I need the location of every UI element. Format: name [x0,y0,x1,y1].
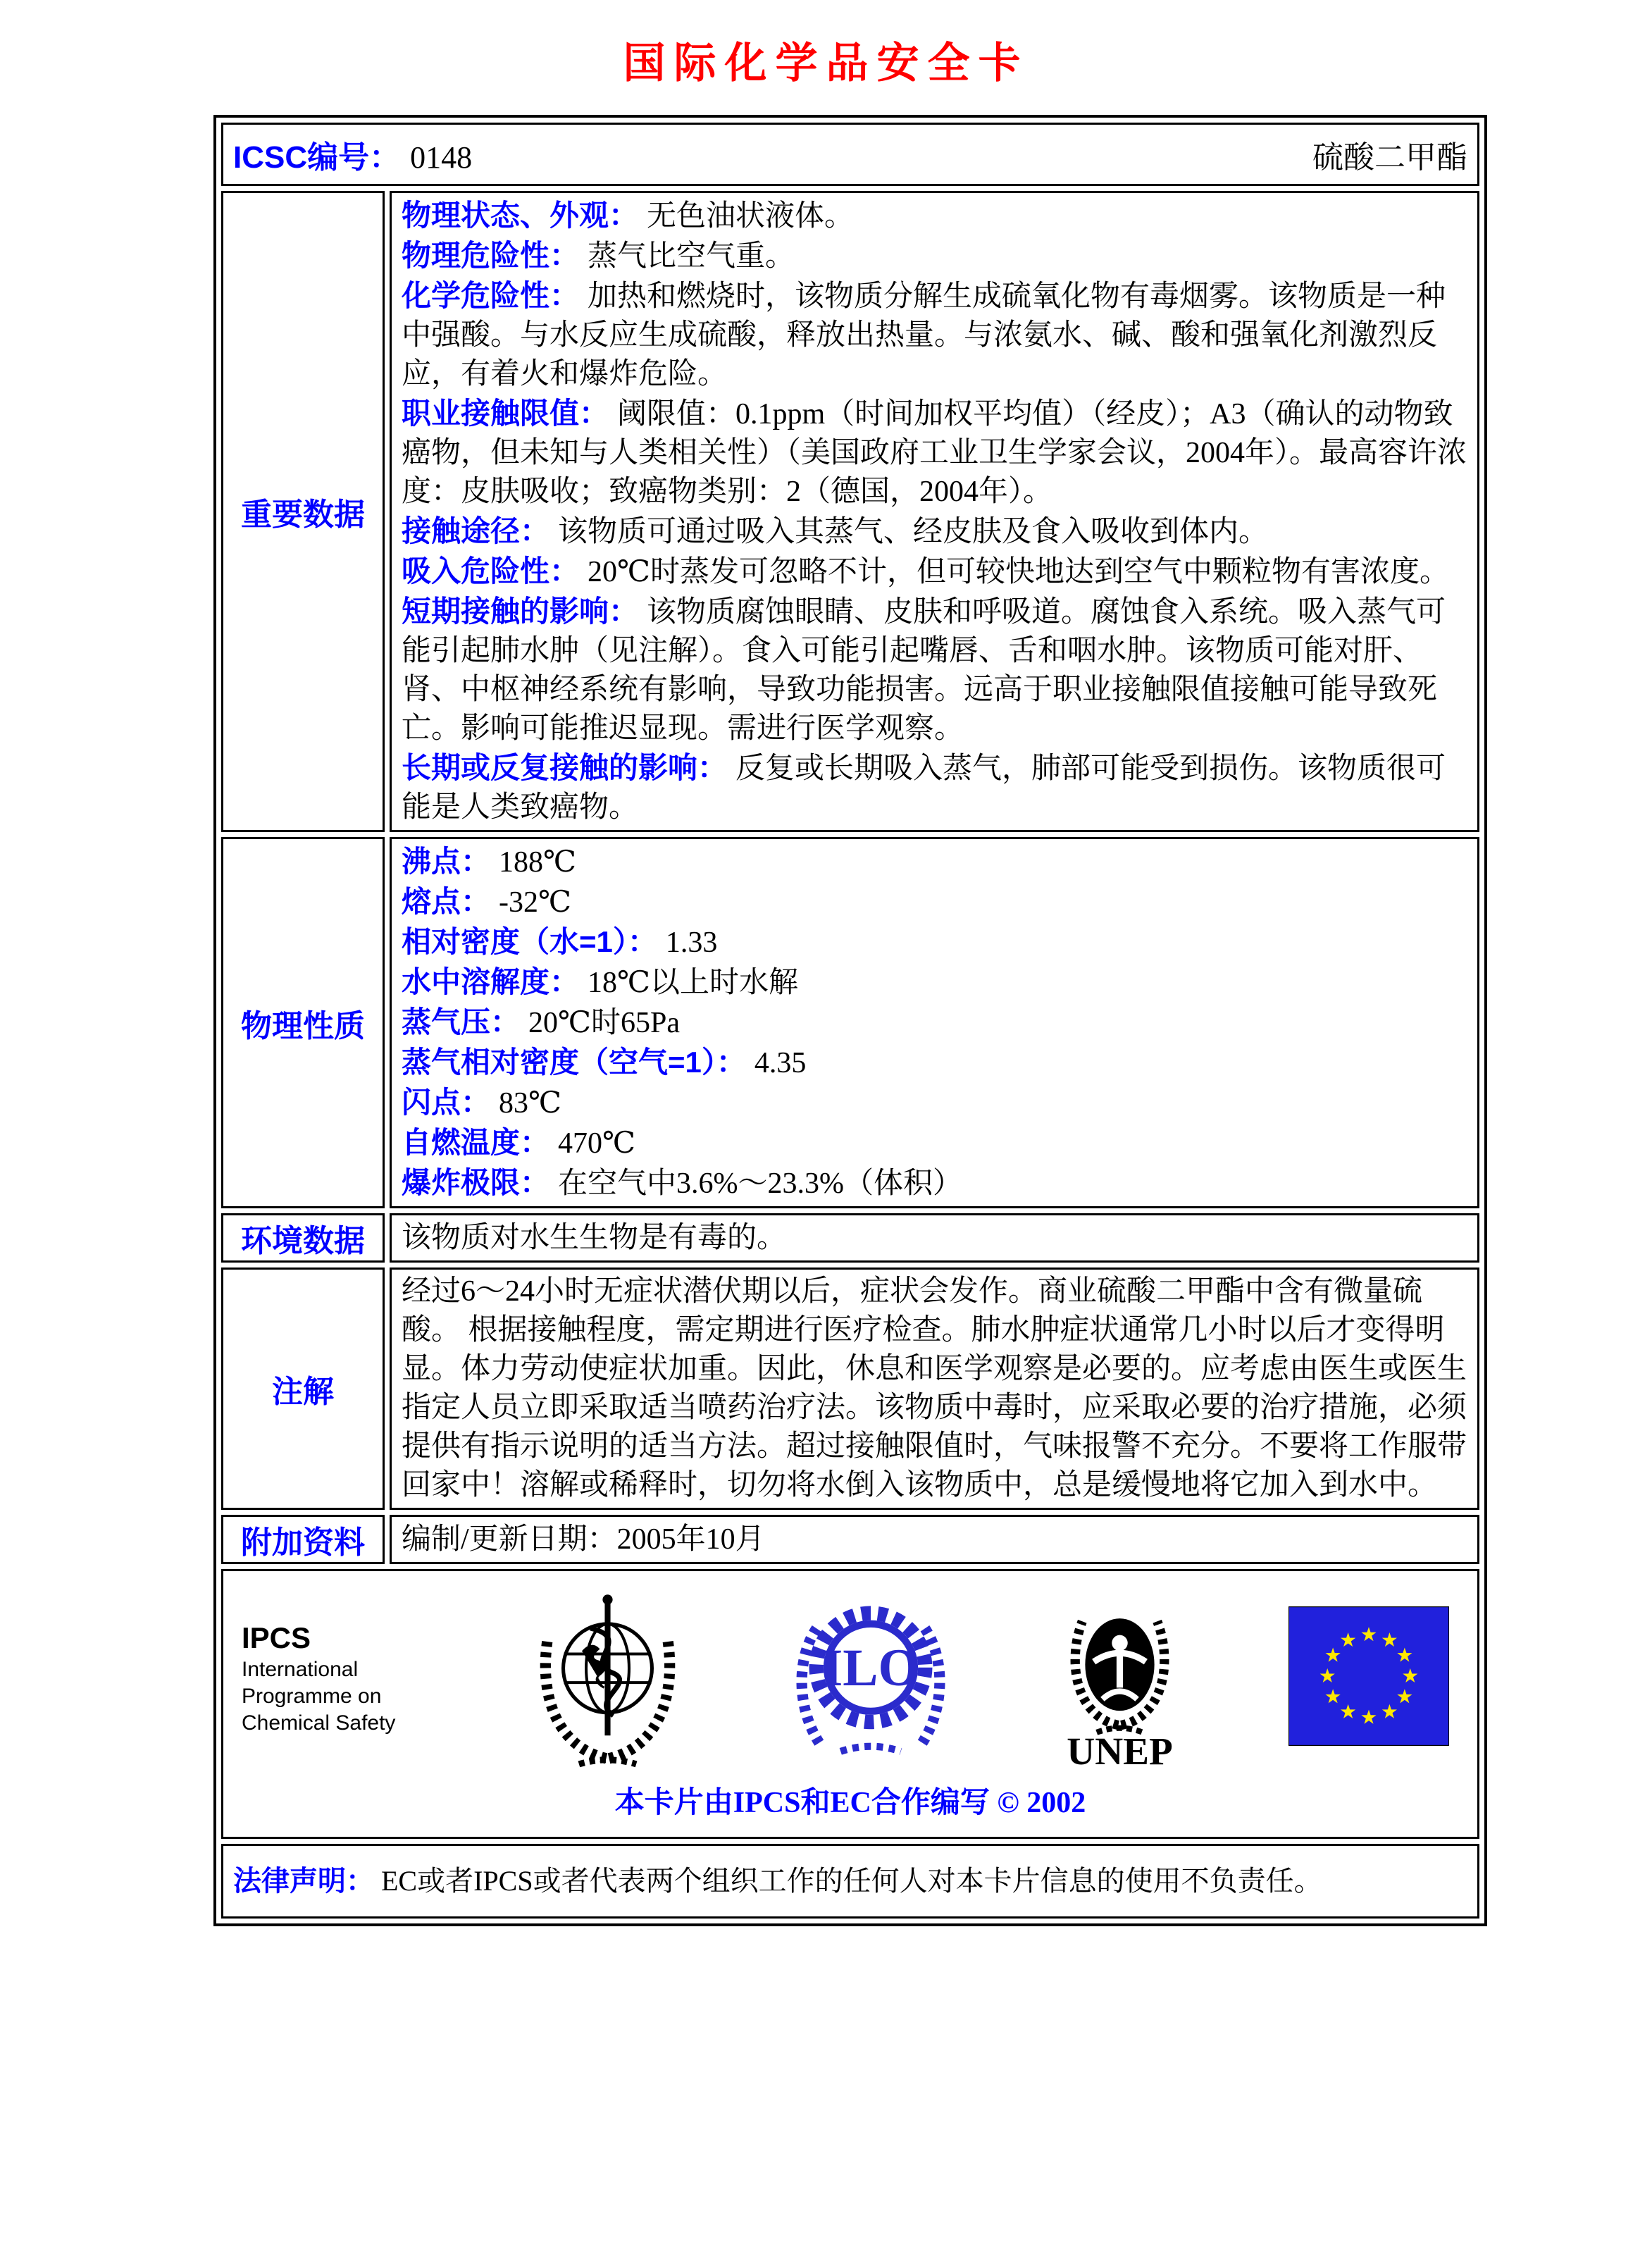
entry-label: 相对密度（水=1）： [402,925,657,958]
icsc-number [233,132,472,177]
entry-text: 20℃时蒸发可忽略不计，但可较快地达到空气中颗粒物有害浓度。 [588,556,1450,588]
ipcs-line-3: Chemical Safety [242,1711,396,1735]
who-emblem-icon [528,1584,687,1772]
entry-text: 470℃ [558,1127,635,1160]
entry-vapor-pressure [402,1003,1467,1043]
entry-occupational-limits [402,394,1467,512]
unep-emblem-icon [1055,1584,1185,1772]
entry-text: 反复或长期吸入蒸气，肺部可能受到损伤。该物质很可能是人类致癌物。 [402,752,1446,824]
entry-short-term-effects [402,592,1467,748]
entry-label: 蒸气压： [402,1005,521,1039]
entry-relative-density [402,922,1467,962]
important-data-content [390,191,1479,832]
legal-cell [221,1844,1479,1919]
entry-vapor-density [402,1043,1467,1083]
legal-row [221,1844,1479,1919]
section-label-additional-info: 附加资料 [221,1515,385,1564]
section-label-physical-properties: 物理性质 [221,837,385,1208]
entry-label: 短期接触的影响： [402,595,639,628]
entry-melting-point [402,882,1467,922]
entry-physical-danger [402,236,1467,276]
entry-inhalation-risk [402,552,1467,592]
entry-label: 接触途径： [402,514,550,547]
entry-boiling-point [402,842,1467,882]
entry-text: 188℃ [499,846,576,879]
entry-label: 闪点： [402,1086,491,1119]
legal-text: EC或者IPCS或者代表两个组织工作的任何人对本卡片信息的使用不负责任。 [381,1865,1322,1897]
entry-text: 阈限值：0.1ppm（时间加权平均值）（经皮）；A3（确认的动物致癌物，但未知与人类相关性）（美国政府工业卫生学家会议，2004年）。最高容许浓度：皮肤吸收；致癌物类别：2（德国，2004年）。 [402,398,1467,508]
entry-physical-state [402,196,1467,236]
entry-long-term-effects [402,748,1467,827]
entry-label: 爆炸极限： [402,1166,550,1199]
physical-properties-row [221,837,1479,1208]
icsc-number-label: ICSC编号： [233,140,401,175]
cooperation-caption: 本卡片由IPCS和EC合作编写 © 2002 [614,1787,1086,1819]
entry-label: 熔点： [402,885,491,918]
chemical-name: 硫酸二甲酯 [1312,140,1467,175]
entry-label: 物理危险性： [402,239,580,272]
entry-label: 自燃温度： [402,1126,550,1159]
ipcs-text-block [242,1620,425,1737]
entry-text: 18℃以上时水解 [588,967,798,999]
entry-text: 加热和燃烧时，该物质分解生成硫氧化物有毒烟雾。该物质是一种中强酸。与水反应生成硫酸，释放出热量。与浓氨水、碱、酸和强氧化剂激烈反应，有着火和爆炸危险。 [402,280,1446,390]
notes-content: 经过6～24小时无症状潜伏期以后，症状会发作。商业硫酸二甲酯中含有微量硫酸。 根据接触程度，需定期进行医疗检查。肺水肿症状通常几小时以后才变得明显。体力劳动使症状加重。因此，休息和医学观察是必要的。应考虑由医生或医生指定人员立即采取适当喷药治疗法。该物质中毒时，应采取必要的治疗措施，必须提供有指示说明的适当方法。超过接触限值时，气味报警不充分。不要将工作服带回家中！溶解或稀释时，切勿将水倒入该物质中，总是缓慢地将它加入到水中。 [390,1268,1479,1510]
entry-text: 该物质可通过吸入其蒸气、经皮肤及食入吸收到体内。 [558,516,1269,548]
logos-cell [221,1569,1479,1839]
notes-row [221,1268,1479,1510]
entry-text: 无色油状液体。 [647,200,855,233]
entry-text: 83℃ [499,1087,561,1120]
important-data-row [221,191,1479,832]
entry-text: 1.33 [665,926,718,959]
environmental-data-content: 该物质对水生生物是有毒的。 [390,1213,1479,1263]
entry-label: 吸入危险性： [402,554,580,588]
header-row [221,123,1479,186]
entry-text: 20℃时65Pa [528,1007,680,1039]
icsc-table [216,118,1484,1923]
entry-chemical-danger [402,276,1467,394]
header-cell [221,123,1479,186]
logos-strip [230,1581,1470,1772]
section-label-notes: 注解 [221,1268,385,1510]
page-title: 国际化学品安全卡 [623,39,1029,88]
additional-info-content: 编制/更新日期：2005年10月 [390,1515,1479,1564]
entry-text: 蒸气比空气重。 [588,240,795,273]
logos-row [221,1569,1479,1839]
entry-flash-point [402,1083,1467,1123]
entry-exposure-routes [402,512,1467,552]
legal-label: 法律声明： [233,1866,374,1897]
ipcs-acronym: IPCS [242,1620,311,1654]
entry-label: 沸点： [402,845,491,878]
ilo-emblem-icon [790,1592,951,1764]
section-label-important-data: 重要数据 [221,191,385,832]
entry-text: -32℃ [499,886,571,919]
additional-info-row [221,1515,1479,1564]
entry-text: 该物质腐蚀眼睛、皮肤和呼吸道。腐蚀食入系统。吸入蒸气可能引起肺水肿（见注解）。食入可能引起嘴唇、舌和咽水肿。该物质可能对肝、肾、中枢神经系统有影响，导致功能损害。远高于职业接触限值接触可能导致死亡。影响可能推迟显现。需进行医学观察。 [402,596,1446,745]
unep-letters: UNEP [1067,1729,1173,1768]
entry-autoignition-temp [402,1123,1467,1163]
entry-text: 在空气中3.6%～23.3%（体积） [558,1167,962,1200]
ipcs-line-2: Programme on [242,1684,382,1708]
entry-label: 职业接触限值： [402,397,609,430]
entry-explosive-limits [402,1163,1467,1203]
entry-water-solubility [402,962,1467,1003]
header-bar [223,125,1477,184]
ipcs-line-1: International [242,1657,359,1681]
physical-properties-content [390,837,1479,1208]
icsc-number-value: 0148 [410,140,473,175]
entry-label: 长期或反复接触的影响： [402,751,728,784]
entry-label: 水中溶解度： [402,965,580,998]
section-label-environmental-data: 环境数据 [221,1213,385,1263]
entry-label: 蒸气相对密度（空气=1）： [402,1046,746,1079]
entry-label: 物理状态、外观： [402,199,639,232]
entry-label: 化学危险性： [402,279,580,312]
eu-flag-icon [1288,1606,1449,1749]
icsc-card [213,115,1487,1926]
ilo-letters: ILO [821,1639,920,1698]
environmental-data-row [221,1213,1479,1263]
entry-text: 4.35 [754,1047,807,1079]
